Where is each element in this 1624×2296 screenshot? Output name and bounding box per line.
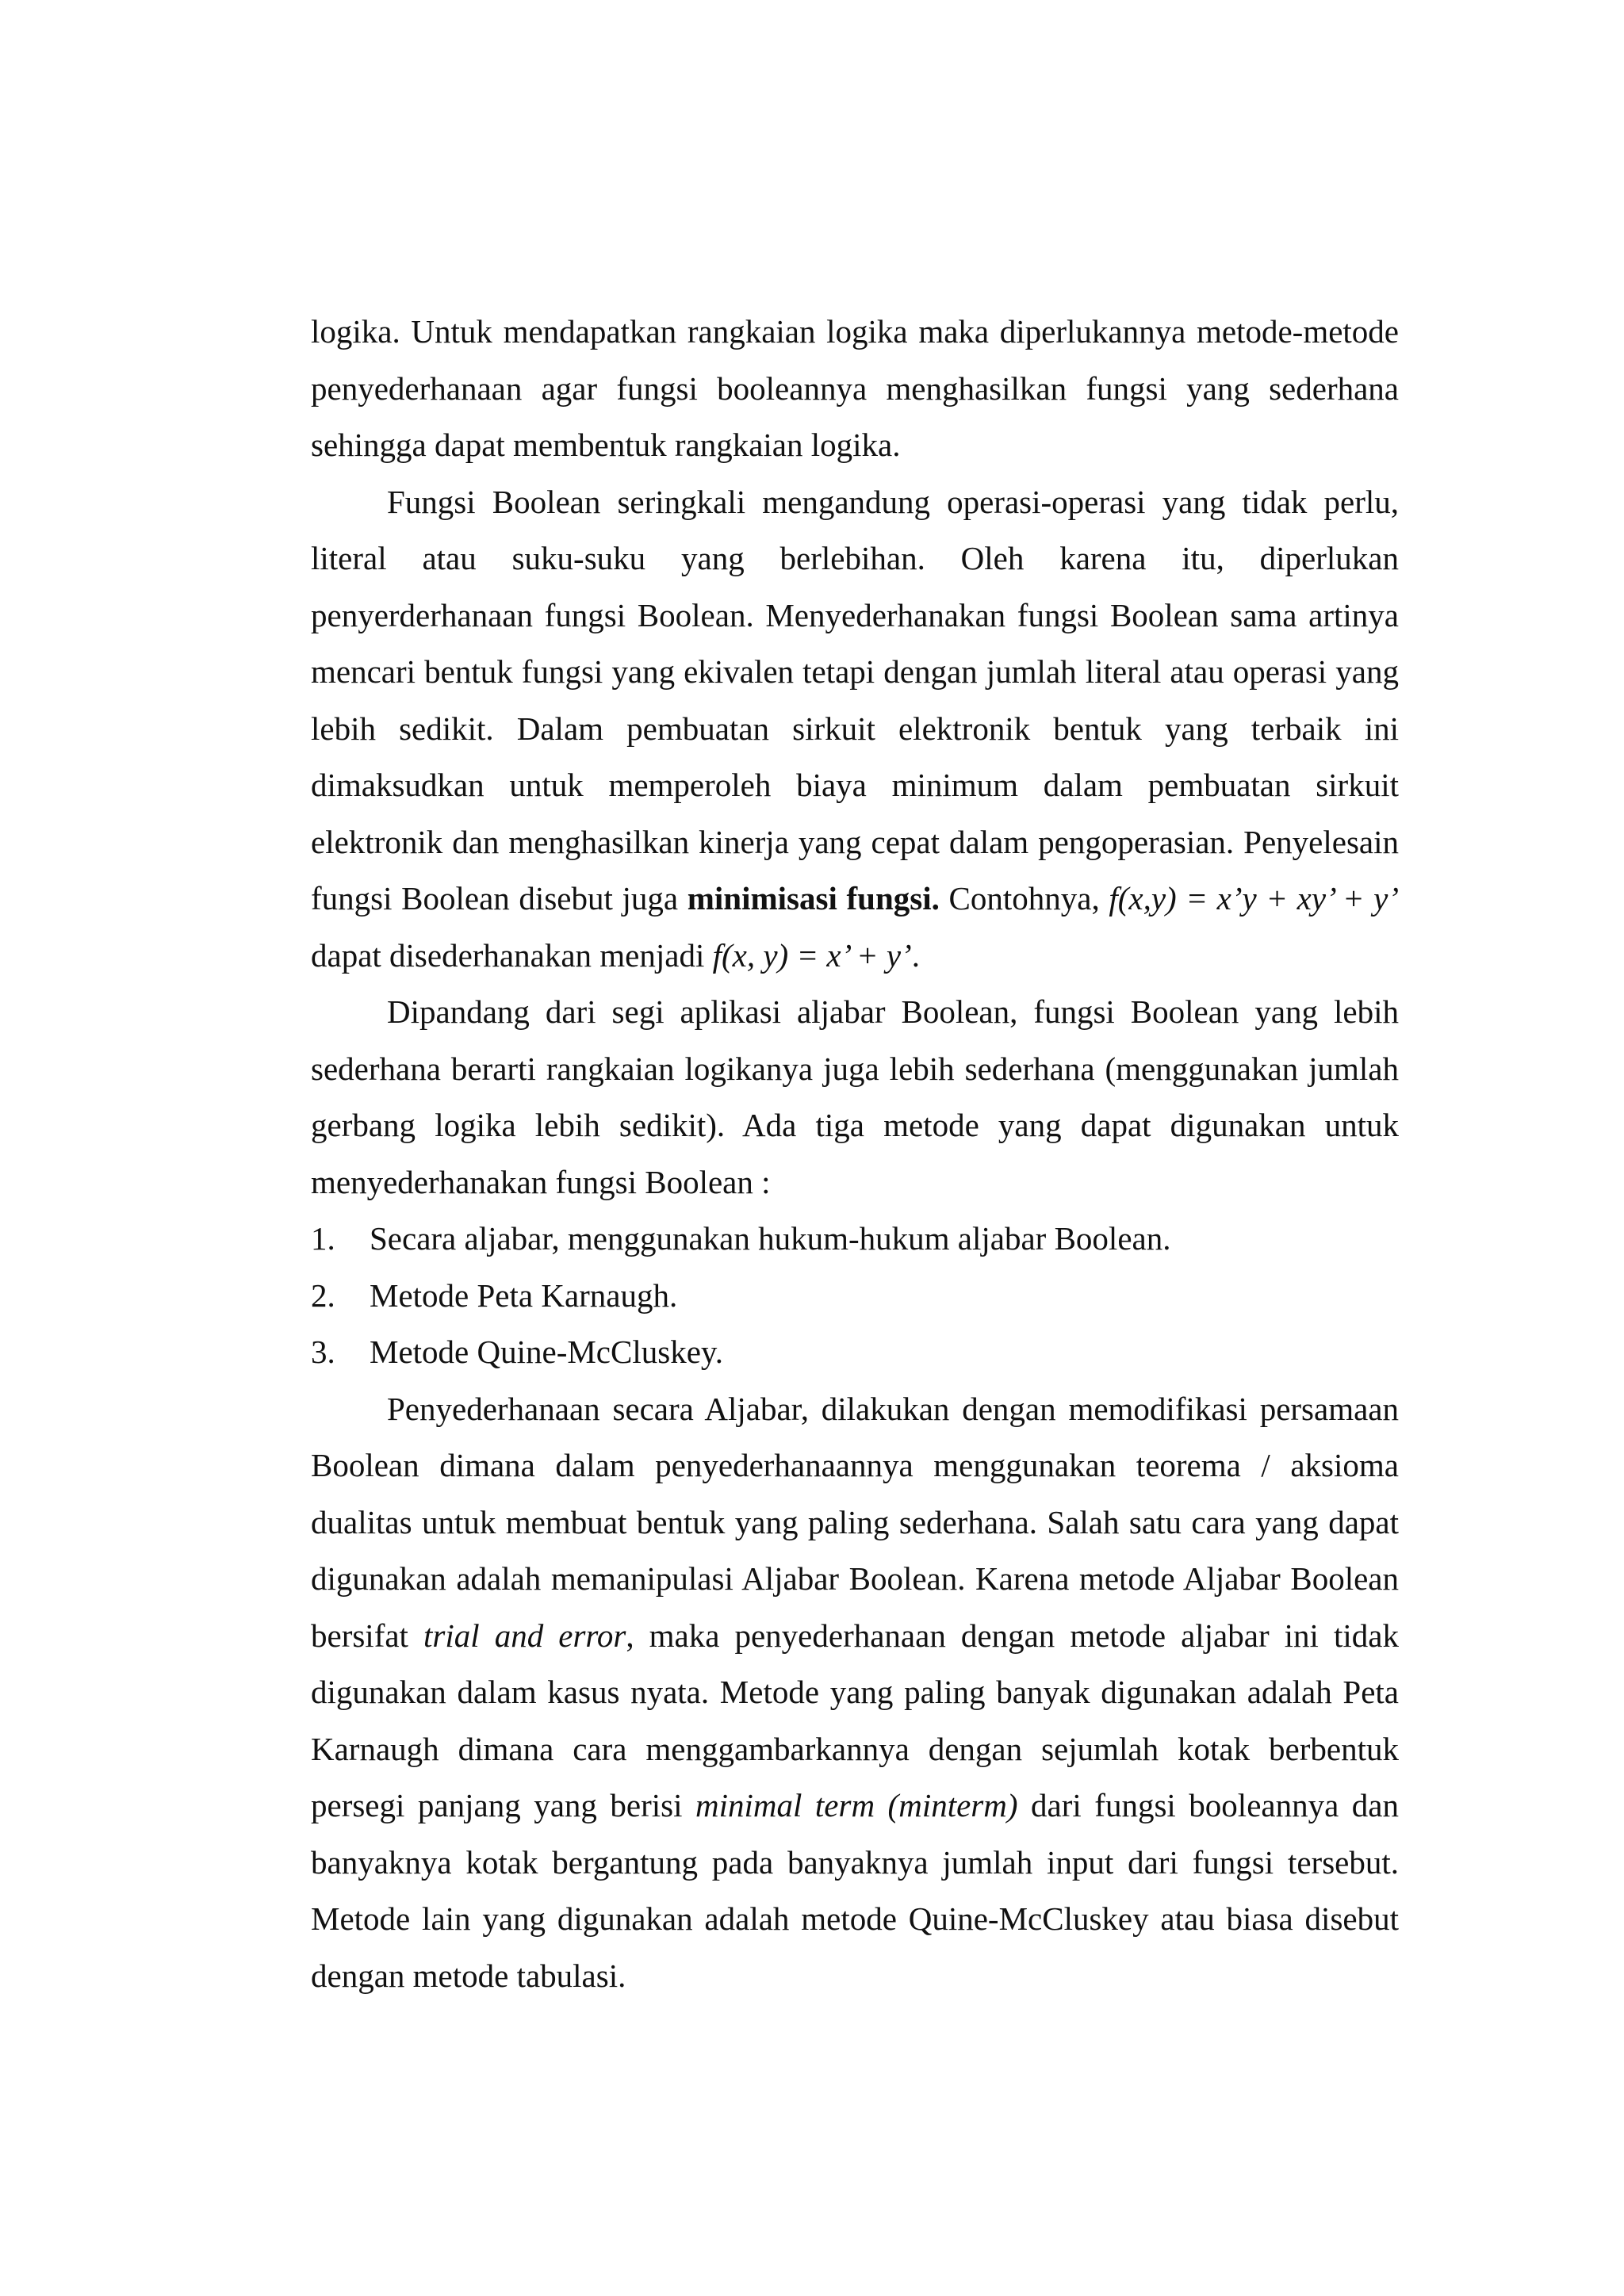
paragraph-4-text-b: , maka penyederhanaan dengan metode aljabar ini tidak digunakan dalam kasus nyata. Metode yang paling banyak digunakan adalah Peta Karnaugh dimana cara menggambarkannya dengan sejumlah kotak berbentuk persegi panjang yang berisi: [311, 1617, 1399, 1823]
paragraph-2-text-b: Contohnya,: [939, 880, 1109, 916]
list-item: [311, 1324, 1399, 1381]
paragraph-4: [311, 1381, 1399, 2005]
paragraph-2-text-c: dapat disederhanakan menjadi: [311, 936, 713, 974]
methods-list: [311, 1211, 1399, 1381]
list-item-text: Secara aljabar, menggunakan hukum-hukum aljabar Boolean.: [370, 1220, 1171, 1257]
formula-original: f(x,y) = x’y + xy’ + y’: [1109, 880, 1399, 916]
paragraph-3: Dipandang dari segi aplikasi aljabar Boolean, fungsi Boolean yang lebih sederhana berarti rangkaian logikanya juga lebih sederhana (menggunakan jumlah gerbang logika lebih sedikit). Ada tiga metode yang dapat digunakan untuk menyederhanakan fungsi Boolean :: [311, 993, 1399, 1200]
italic-term-minterm: minimal term (minterm): [695, 1787, 1018, 1823]
italic-term-trial-and-error: trial and error: [423, 1617, 626, 1654]
list-item-text: Metode Peta Karnaugh.: [370, 1276, 678, 1314]
list-item-number: 3.: [311, 1334, 335, 1370]
paragraph-1: logika. Untuk mendapatkan rangkaian logika maka diperlukannya metode-metode penyederhanaan agar fungsi booleannya menghasilkan fungsi yang sederhana sehingga dapat membentuk rangkaian logika.: [311, 313, 1399, 463]
list-item-number: 1.: [311, 1220, 335, 1257]
list-item: [311, 1211, 1399, 1268]
paragraph-2: [311, 474, 1399, 985]
bold-term-minimisasi: minimisasi fungsi.: [687, 880, 940, 916]
page-body: [311, 304, 1399, 2004]
list-item-text: Metode Quine-McCluskey.: [370, 1334, 723, 1370]
paragraph-4-text-c: dari fungsi booleannya dan banyaknya kotak bergantung pada banyaknya jumlah input dari fungsi tersebut. Metode lain yang digunakan adalah metode Quine-McCluskey atau biasa disebut dengan metode tabulasi.: [311, 1787, 1399, 1994]
formula-simplified: f(x, y) = x’ + y’: [712, 936, 912, 974]
list-item: [311, 1268, 1399, 1325]
list-item-number: 2.: [311, 1276, 335, 1314]
paragraph-4-text-a: Penyederhanaan secara Aljabar, dilakukan dengan memodifikasi persamaan Boolean dimana dalam penyederhanaannya menggunakan teorema / aksioma dualitas untuk membuat bentuk yang paling sederhana. Salah satu cara yang dapat digunakan adalah memanipulasi Aljabar Boolean. Karena metode Aljabar Boolean bersifat: [311, 1390, 1399, 1654]
paragraph-2-text-a: Fungsi Boolean seringkali mengandung operasi-operasi yang tidak perlu, literal atau suku-suku yang berlebihan. Oleh karena itu, diperlukan penyerderhanaan fungsi Boolean. Menyederhanakan fungsi Boolean sama artinya mencari bentuk fungsi yang ekivalen tetapi dengan jumlah literal atau operasi yang lebih sedikit. Dalam pembuatan sirkuit elektronik bentuk yang terbaik ini dimaksudkan untuk memperoleh biaya minimum dalam pembuatan sirkuit elektronik dan menghasilkan kinerja yang cepat dalam pengoperasian. Penyelesain fungsi Boolean disebut juga: [311, 483, 1399, 916]
paragraph-2-text-d: .: [911, 936, 920, 974]
